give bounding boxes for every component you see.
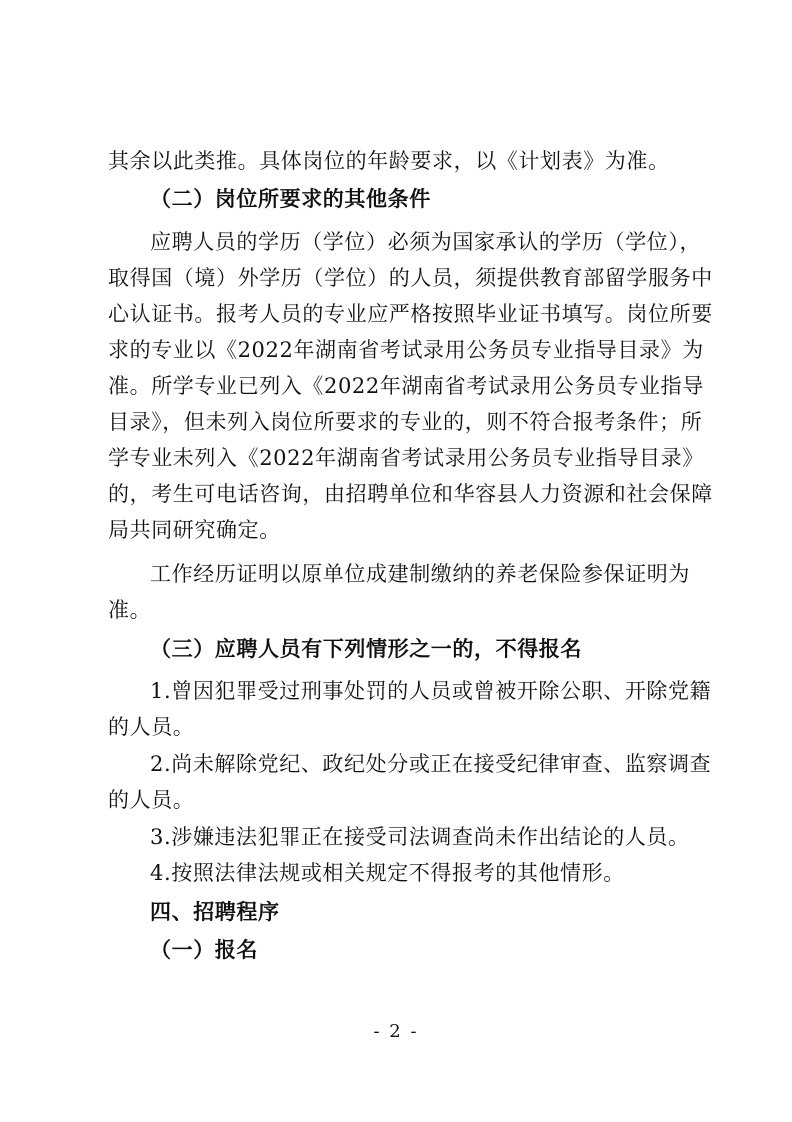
paragraph-line: 目录》，但未列入岗位所要求的专业的，则不符合报考条件；所 bbox=[108, 410, 703, 434]
paragraph-line: 学专业未列入《2022年湖南省考试录用公务员专业指导目录》 bbox=[108, 446, 704, 470]
paragraph-line: 求的专业以《2022年湖南省考试录用公务员专业指导目录》为 bbox=[108, 338, 704, 362]
section-heading: （二）岗位所要求的其他条件 bbox=[150, 187, 431, 211]
paragraph-line: 的，考生可电话咨询，由招聘单位和华容县人力资源和社会保障 bbox=[108, 482, 713, 506]
paragraph-line: 工作经历证明以原单位成建制缴纳的养老保险参保证明为 bbox=[150, 562, 690, 586]
paragraph-line: 准。所学专业已列入《2022年湖南省考试录用公务员专业指导 bbox=[108, 374, 704, 398]
list-item: 1.曾因犯罪受过刑事处罚的人员或曾被开除公职、开除党籍 bbox=[150, 679, 712, 703]
section-heading: 四、招聘程序 bbox=[150, 900, 280, 924]
paragraph-line: 其余以此类推。具体岗位的年龄要求，以《计划表》为准。 bbox=[108, 149, 670, 173]
list-item: 2.尚未解除党纪、政纪处分或正在接受纪律审查、监察调查 bbox=[150, 752, 712, 776]
paragraph-line: 取得国（境）外学历（学位）的人员，须提供教育部留学服务中 bbox=[108, 266, 713, 290]
page-number: - 2 - bbox=[373, 1021, 419, 1042]
list-item-continuation: 的人员。 bbox=[108, 788, 195, 812]
paragraph-line: 准。 bbox=[108, 598, 152, 622]
paragraph-line: 心认证书。报考人员的专业应严格按照毕业证书填写。岗位所要 bbox=[108, 302, 713, 326]
list-item: 3.涉嫌违法犯罪正在接受司法调查尚未作出结论的人员。 bbox=[150, 825, 690, 849]
list-item: 4.按照法律法规或相关规定不得报考的其他情形。 bbox=[150, 861, 625, 885]
paragraph-line: 应聘人员的学历（学位）必须为国家承认的学历（学位）， bbox=[150, 230, 702, 254]
list-item-continuation: 的人员。 bbox=[108, 715, 195, 739]
section-heading: （三）应聘人员有下列情形之一的，不得报名 bbox=[150, 637, 582, 661]
section-heading: （一）报名 bbox=[150, 938, 258, 962]
paragraph-line: 局共同研究确定。 bbox=[108, 518, 281, 542]
